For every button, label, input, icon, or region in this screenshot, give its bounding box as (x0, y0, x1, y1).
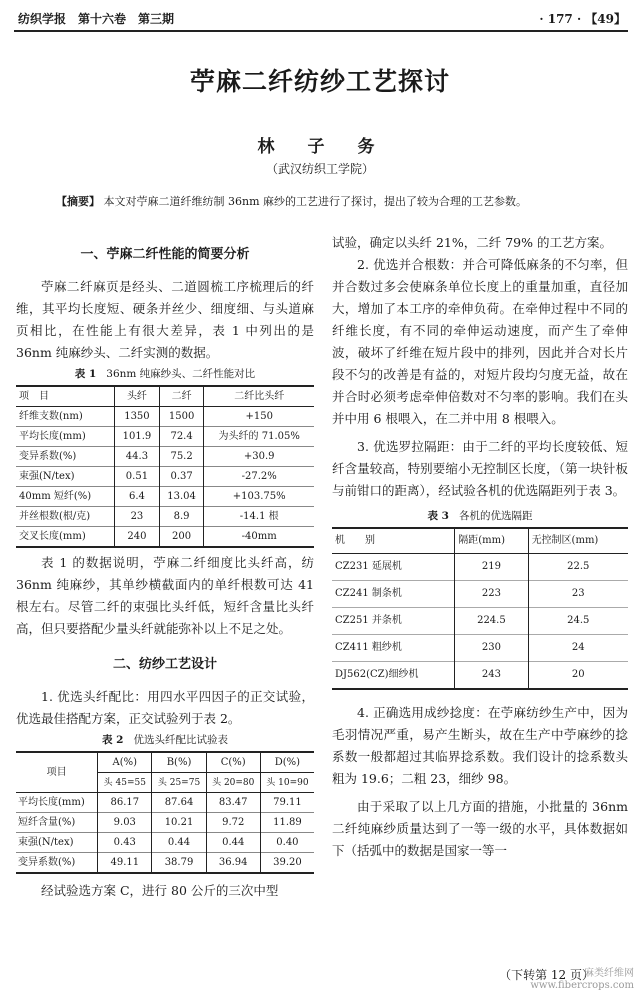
table2-row (16, 853, 314, 874)
table1-body (16, 407, 314, 548)
table2-col-header: A(%) (98, 752, 152, 773)
table1-row (16, 527, 314, 548)
table1-row (16, 407, 314, 427)
header-rule (14, 30, 628, 32)
paper-title: 苧麻二纤纺纱工艺探讨 (189, 67, 450, 96)
table-cell: +103.75% (204, 487, 314, 507)
table-cell: 83.47 (206, 793, 260, 813)
left-column (16, 232, 314, 902)
table-row-label: 纤维支数(nm) (16, 407, 115, 427)
table2-sub-header: 头 10=90 (260, 773, 314, 793)
table-cell: 6.4 (115, 487, 160, 507)
table3-header-row (332, 528, 628, 554)
section2-paragraph-2: 经试验选方案 C，进行 80 公斤的三次中型 (41, 883, 279, 898)
table-row-label: 平均长度(mm) (16, 427, 115, 447)
table3-row (332, 554, 628, 581)
table-cell: -14.1 根 (204, 507, 314, 527)
table-cell: 9.03 (98, 813, 152, 833)
table2-col-header: B(%) (152, 752, 206, 773)
table-cell: 75.2 (159, 447, 204, 467)
table-cell: 230 (455, 635, 528, 662)
table3-body (332, 554, 628, 690)
table-cell: 10.21 (152, 813, 206, 833)
right-column (332, 232, 628, 862)
table2-row (16, 793, 314, 813)
right-paragraph-3: 3. 优选罗拉隔距：由于二纤的平均长度较低、短纤含量较高，特别要缩小无控制区长度，（第一块针板与前钳口的距离），经试验各机的优选隔距列于表 3。 (332, 439, 628, 498)
journal-header: 纺织学报 第十六卷 第三期 (18, 12, 175, 26)
section-heading-1: 一、苧麻二纤性能的简要分析 (80, 247, 250, 262)
table-cell: 38.79 (152, 853, 206, 874)
section1-paragraph-2: 表 1 的数据说明，苧麻二纤细度比头纤高，纺 36nm 纯麻纱，其单纱横截面内的单纤根数可达 41 根左右。尽管二纤的束强比头纤低，短纤含量比头纤高，但只要搭配少量头纤就能弥补以上不足之处。 (16, 555, 314, 636)
table2-row (16, 813, 314, 833)
table3-row (332, 662, 628, 690)
table-row-label: CZ251 并条机 (332, 608, 455, 635)
continued-note: （下转第 12 页） (499, 968, 594, 982)
table-row-label: 束强(N/tex) (16, 467, 115, 487)
table2-caption (16, 732, 314, 748)
right-paragraph-continued: 试验，确定以头纤 21%，二纤 79% 的工艺方案。 (332, 235, 612, 250)
author: 林 子 务 (257, 137, 383, 157)
section2-paragraph-1: 1. 优选头纤配比：用四水平四因子的正交试验，优选最佳搭配方案，正交试验列于表 2。 (16, 689, 314, 726)
table-cell: 24 (528, 635, 628, 662)
table-cell: 1500 (159, 407, 204, 427)
table-row-label: 变异系数(%) (16, 447, 115, 467)
table3-row (332, 635, 628, 662)
table2-row (16, 833, 314, 853)
table-cell: 36.94 (206, 853, 260, 874)
table-cell: 13.04 (159, 487, 204, 507)
table-cell: 219 (455, 554, 528, 581)
table1-caption (16, 366, 314, 382)
table1-row (16, 427, 314, 447)
table-cell: 0.51 (115, 467, 160, 487)
table-row-label: CZ411 粗纱机 (332, 635, 455, 662)
table-cell: 0.44 (206, 833, 260, 853)
table3-label: 表 3 (427, 510, 449, 522)
table2-sub-header: 头 45=55 (98, 773, 152, 793)
table-cell: 11.89 (260, 813, 314, 833)
table-cell: 39.20 (260, 853, 314, 874)
table2-sub-header: 头 20=80 (206, 773, 260, 793)
table-cell: 49.11 (98, 853, 152, 874)
table-cell: 87.64 (152, 793, 206, 813)
table-cell: -40mm (204, 527, 314, 548)
table-cell: 0.44 (152, 833, 206, 853)
table-cell: +150 (204, 407, 314, 427)
table-cell: 72.4 (159, 427, 204, 447)
table-cell: 200 (159, 527, 204, 548)
table-cell: 22.5 (528, 554, 628, 581)
table1-label: 表 1 (74, 368, 97, 380)
table-cell: +30.9 (204, 447, 314, 467)
table-row-label: 交叉长度(mm) (16, 527, 115, 548)
table-cell: 243 (455, 662, 528, 690)
table-cell: 86.17 (98, 793, 152, 813)
table3-header: 隔距(mm) (455, 528, 528, 554)
table2-title: 优选头纤配比试验表 (133, 734, 228, 746)
table-cell: 24.5 (528, 608, 628, 635)
watermark-line-2: www.fibercrops.com (530, 980, 634, 991)
table-1 (16, 385, 314, 548)
right-paragraph-4: 4. 正确选用成纱捻度：在苧麻纺纱生产中，因为毛羽情况严重，易产生断头，故在生产中苧麻纱的捻系数一般都超过其临界捻系数。我们设计的捻系数头粗为 19.6；二粗 23，细纱 98。 (332, 705, 628, 786)
table-cell: 79.11 (260, 793, 314, 813)
table-row-label: 并丝根数(根/克) (16, 507, 115, 527)
right-paragraph-5: 由于采取了以上几方面的措施，小批量的 36nm 二纤纯麻纱质量达到了一等一级的水平，具体数据如下（括弧中的数据是国家一等一 (332, 799, 628, 858)
page-number: · 177 · 【49】 (539, 12, 626, 26)
abstract-label: 【摘要】 (56, 195, 100, 208)
table2-row-header: 项目 (16, 752, 98, 793)
table-cell: 23 (528, 581, 628, 608)
table-cell: -27.2% (204, 467, 314, 487)
table-row-label: DJ562(CZ)细纱机 (332, 662, 455, 690)
abstract-text: 本文对苧麻二道纤维纺制 36nm 麻纱的工艺进行了探讨，提出了较为合理的工艺参数。 (103, 195, 528, 208)
table2-header-row (16, 752, 314, 773)
table-row-label: 变异系数(%) (16, 853, 98, 874)
table-cell: 20 (528, 662, 628, 690)
table-cell: 0.37 (159, 467, 204, 487)
table3-row (332, 581, 628, 608)
table1-row (16, 507, 314, 527)
table1-header: 头纤 (115, 386, 160, 407)
table1-title: 36nm 纯麻纱头、二纤性能对比 (106, 368, 256, 380)
table3-header: 无控制区(mm) (528, 528, 628, 554)
table1-header: 二纤 (159, 386, 204, 407)
table2-col-header: C(%) (206, 752, 260, 773)
table-cell: 0.40 (260, 833, 314, 853)
table1-row (16, 487, 314, 507)
table-row-label: CZ241 制条机 (332, 581, 455, 608)
section1-paragraph-1: 苧麻二纤麻页是经头、二道圆梳工序梳理后的纤维，其平均长度短、硬条并丝少、细度细、与头道麻页相比，在性能上有很大差异，表 1 中列出的是 36nm 纯麻纱头、二纤实测的数据。 (16, 279, 314, 360)
table1-header: 二纤比头纤 (204, 386, 314, 407)
table-cell: 240 (115, 527, 160, 548)
watermark-line-1: 麻类纤维网 (584, 968, 634, 979)
table-cell: 223 (455, 581, 528, 608)
table-cell: 224.5 (455, 608, 528, 635)
table-row-label: 40mm 短纤(%) (16, 487, 115, 507)
table1-row (16, 447, 314, 467)
section-heading-2: 二、纺纱工艺设计 (112, 657, 217, 672)
table2-sub-header: 头 25=75 (152, 773, 206, 793)
table-cell: 1350 (115, 407, 160, 427)
table3-header: 机 别 (332, 528, 455, 554)
table-cell: 为头纤的 71.05% (204, 427, 314, 447)
table1-header: 项 目 (16, 386, 115, 407)
table-cell: 8.9 (159, 507, 204, 527)
table-cell: 101.9 (115, 427, 160, 447)
affiliation: （武汉纺织工学院） (265, 162, 374, 176)
table3-row (332, 608, 628, 635)
table2-col-header: D(%) (260, 752, 314, 773)
watermark (530, 968, 634, 992)
table-row-label: 短纤含量(%) (16, 813, 98, 833)
table-cell: 44.3 (115, 447, 160, 467)
table3-caption (332, 508, 628, 524)
table-row-label: 平均长度(mm) (16, 793, 98, 813)
table1-header-row (16, 386, 314, 407)
table2-label: 表 2 (102, 734, 124, 746)
table2-body (16, 793, 314, 874)
table-row-label: CZ231 延展机 (332, 554, 455, 581)
table-3 (332, 527, 628, 690)
table-cell: 9.72 (206, 813, 260, 833)
table-cell: 23 (115, 507, 160, 527)
table-2 (16, 751, 314, 874)
abstract (56, 194, 600, 210)
right-paragraph-2: 2. 优选并合根数：并合可降低麻条的不匀率，但并合数过多会使麻条单位长度上的重量加重，直径加大，增加了本工序的牵伸负荷。在牵伸过程中不同的纤维长度，有不同的牵伸运动速度，而产生了牵伸波，破坏了纤维在短片段中的排列，因此并合对长片段不匀的改善是有益的，对短片段均匀度无益，故在并合时必须考虑牵伸倍数对不匀率的影响。我们在头并中用 6 根喂入，在二并中用 8 根喂入。 (332, 257, 628, 426)
table-row-label: 束强(N/tex) (16, 833, 98, 853)
table3-title: 各机的优选隔距 (458, 510, 533, 522)
table1-row (16, 467, 314, 487)
table-cell: 0.43 (98, 833, 152, 853)
